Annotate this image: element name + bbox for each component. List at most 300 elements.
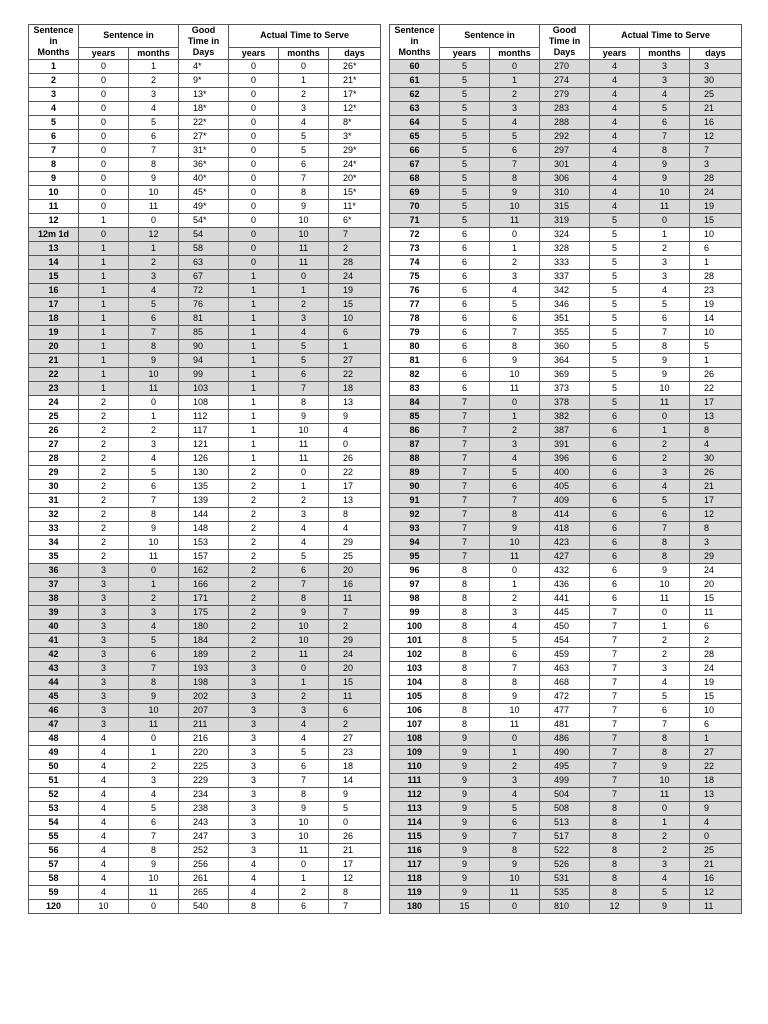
- cell-sentence-months: 89: [390, 465, 440, 479]
- cell-actual-years: 5: [590, 269, 640, 283]
- cell-actual-years: 7: [590, 661, 640, 675]
- cell-sentence-months-part: 0: [490, 899, 540, 913]
- cell-sentence-months: 105: [390, 689, 440, 703]
- cell-actual-days: 14: [690, 311, 742, 325]
- cell-sentence-months-part: 5: [490, 801, 540, 815]
- cell-actual-years: 1: [229, 395, 279, 409]
- cell-actual-months: 4: [640, 87, 690, 101]
- table-row: [390, 689, 742, 703]
- cell-actual-years: 0: [229, 87, 279, 101]
- cell-good-time-days: 283: [540, 101, 590, 115]
- cell-actual-years: 3: [229, 829, 279, 843]
- cell-actual-days: 2: [329, 717, 381, 731]
- table-row: [29, 745, 381, 759]
- cell-sentence-months: 76: [390, 283, 440, 297]
- cell-sentence-months-part: 6: [129, 815, 179, 829]
- table-row: [29, 283, 381, 297]
- header-actual-months: months: [640, 47, 690, 59]
- cell-actual-days: 8: [690, 423, 742, 437]
- table-row: [29, 787, 381, 801]
- cell-actual-days: 2: [329, 619, 381, 633]
- cell-sentence-months: 5: [29, 115, 79, 129]
- cell-actual-days: 24: [690, 563, 742, 577]
- cell-sentence-months: 73: [390, 241, 440, 255]
- cell-actual-days: 29: [329, 633, 381, 647]
- table-row: [390, 185, 742, 199]
- cell-actual-years: 7: [590, 689, 640, 703]
- cell-sentence-years: 5: [440, 185, 490, 199]
- cell-good-time-days: 504: [540, 787, 590, 801]
- cell-actual-days: 4: [329, 521, 381, 535]
- cell-good-time-days: 198: [179, 675, 229, 689]
- cell-actual-years: 8: [590, 885, 640, 899]
- cell-sentence-years: 2: [79, 507, 129, 521]
- cell-sentence-months-part: 7: [490, 829, 540, 843]
- cell-actual-years: 4: [590, 73, 640, 87]
- cell-sentence-months-part: 2: [129, 73, 179, 87]
- cell-good-time-days: 85: [179, 325, 229, 339]
- cell-actual-days: 5: [690, 339, 742, 353]
- cell-good-time-days: 225: [179, 759, 229, 773]
- cell-actual-days: 2: [329, 241, 381, 255]
- cell-actual-days: 2: [690, 633, 742, 647]
- table-row: [29, 339, 381, 353]
- cell-sentence-years: 1: [79, 381, 129, 395]
- cell-good-time-days: 180: [179, 619, 229, 633]
- cell-sentence-months: 111: [390, 773, 440, 787]
- cell-actual-years: 3: [229, 689, 279, 703]
- cell-actual-years: 6: [590, 521, 640, 535]
- header-sentence-in-months-3: Months: [29, 47, 79, 59]
- cell-sentence-months-part: 5: [129, 801, 179, 815]
- table-row: [29, 829, 381, 843]
- cell-actual-days: 11: [329, 689, 381, 703]
- cell-good-time-days: 31*: [179, 143, 229, 157]
- cell-sentence-months: 24: [29, 395, 79, 409]
- table-body-left: [29, 59, 381, 913]
- cell-actual-days: 1: [690, 731, 742, 745]
- header-sentence-in-months-1: Sentence: [390, 25, 440, 37]
- table-row: [390, 59, 742, 73]
- cell-good-time-days: 391: [540, 437, 590, 451]
- cell-sentence-months-part: 9: [129, 521, 179, 535]
- cell-good-time-days: 400: [540, 465, 590, 479]
- cell-actual-months: 2: [640, 437, 690, 451]
- cell-sentence-months-part: 6: [490, 311, 540, 325]
- table-row: [390, 409, 742, 423]
- cell-sentence-months-part: 10: [490, 367, 540, 381]
- header-good-time-3: Days: [179, 47, 229, 59]
- table-row: [390, 115, 742, 129]
- cell-sentence-months: 78: [390, 311, 440, 325]
- cell-actual-years: 7: [590, 731, 640, 745]
- cell-sentence-months-part: 3: [490, 773, 540, 787]
- cell-good-time-days: 54: [179, 227, 229, 241]
- cell-actual-days: 13: [329, 395, 381, 409]
- cell-actual-months: 7: [279, 577, 329, 591]
- cell-sentence-months: 104: [390, 675, 440, 689]
- cell-actual-days: 22: [690, 381, 742, 395]
- cell-sentence-months: 20: [29, 339, 79, 353]
- cell-actual-years: 3: [229, 801, 279, 815]
- cell-actual-years: 0: [229, 73, 279, 87]
- cell-actual-months: 3: [640, 59, 690, 73]
- header-actual-days: days: [329, 47, 381, 59]
- cell-good-time-days: 441: [540, 591, 590, 605]
- cell-actual-months: 10: [279, 815, 329, 829]
- cell-sentence-months-part: 8: [129, 843, 179, 857]
- cell-actual-years: 6: [590, 437, 640, 451]
- cell-actual-months: 6: [279, 759, 329, 773]
- table-row: [390, 297, 742, 311]
- cell-sentence-months: 36: [29, 563, 79, 577]
- cell-sentence-months-part: 4: [490, 115, 540, 129]
- table-row: [390, 871, 742, 885]
- cell-sentence-months: 180: [390, 899, 440, 913]
- table-row: [390, 661, 742, 675]
- table-row: [390, 199, 742, 213]
- cell-good-time-days: 112: [179, 409, 229, 423]
- cell-actual-years: 6: [590, 493, 640, 507]
- table-row: [390, 549, 742, 563]
- table-row: [29, 199, 381, 213]
- cell-actual-years: 7: [590, 647, 640, 661]
- cell-actual-years: 1: [229, 339, 279, 353]
- cell-actual-years: 7: [590, 605, 640, 619]
- header-sentence-in: Sentence in: [79, 25, 179, 48]
- cell-actual-days: 15*: [329, 185, 381, 199]
- table-row: [390, 759, 742, 773]
- cell-actual-days: 6: [329, 325, 381, 339]
- cell-sentence-months-part: 5: [129, 115, 179, 129]
- cell-actual-days: 20: [690, 577, 742, 591]
- cell-sentence-years: 3: [79, 717, 129, 731]
- cell-sentence-years: 4: [79, 773, 129, 787]
- cell-good-time-days: 9*: [179, 73, 229, 87]
- cell-sentence-months: 42: [29, 647, 79, 661]
- cell-sentence-years: 2: [79, 395, 129, 409]
- cell-sentence-months-part: 6: [490, 815, 540, 829]
- header-actual-years: years: [590, 47, 640, 59]
- cell-actual-months: 10: [279, 213, 329, 227]
- cell-sentence-months: 23: [29, 381, 79, 395]
- cell-sentence-years: 7: [440, 437, 490, 451]
- cell-sentence-months-part: 4: [129, 619, 179, 633]
- cell-sentence-months-part: 0: [129, 563, 179, 577]
- cell-good-time-days: 463: [540, 661, 590, 675]
- cell-actual-years: 2: [229, 619, 279, 633]
- cell-actual-months: 2: [640, 647, 690, 661]
- cell-actual-days: 30: [690, 451, 742, 465]
- cell-actual-days: 6: [690, 717, 742, 731]
- cell-sentence-months: 69: [390, 185, 440, 199]
- cell-good-time-days: 315: [540, 199, 590, 213]
- cell-sentence-years: 9: [440, 801, 490, 815]
- cell-sentence-months-part: 8: [490, 339, 540, 353]
- cell-sentence-years: 2: [79, 437, 129, 451]
- cell-actual-days: 19: [329, 283, 381, 297]
- cell-sentence-months-part: 0: [490, 731, 540, 745]
- cell-actual-days: 4: [329, 423, 381, 437]
- cell-sentence-months-part: 7: [129, 325, 179, 339]
- table-row: [390, 843, 742, 857]
- cell-sentence-months-part: 9: [129, 857, 179, 871]
- cell-sentence-months-part: 11: [129, 717, 179, 731]
- cell-sentence-months: 53: [29, 801, 79, 815]
- cell-actual-months: 0: [640, 605, 690, 619]
- cell-actual-years: 4: [229, 885, 279, 899]
- cell-good-time-days: 445: [540, 605, 590, 619]
- table-body-right: [390, 59, 742, 913]
- cell-actual-months: 5: [640, 297, 690, 311]
- cell-good-time-days: 468: [540, 675, 590, 689]
- table-row: [390, 619, 742, 633]
- cell-sentence-years: 7: [440, 507, 490, 521]
- cell-sentence-months: 65: [390, 129, 440, 143]
- cell-sentence-months: 26: [29, 423, 79, 437]
- cell-good-time-days: 229: [179, 773, 229, 787]
- cell-sentence-years: 8: [440, 703, 490, 717]
- cell-sentence-years: 0: [79, 73, 129, 87]
- cell-good-time-days: 103: [179, 381, 229, 395]
- cell-sentence-years: 8: [440, 633, 490, 647]
- cell-actual-years: 7: [590, 633, 640, 647]
- table-row: [390, 731, 742, 745]
- cell-good-time-days: 324: [540, 227, 590, 241]
- cell-sentence-years: 9: [440, 787, 490, 801]
- cell-actual-months: 9: [640, 353, 690, 367]
- cell-actual-months: 6: [279, 899, 329, 913]
- cell-sentence-months: 87: [390, 437, 440, 451]
- cell-good-time-days: 252: [179, 843, 229, 857]
- cell-sentence-months: 46: [29, 703, 79, 717]
- cell-sentence-months-part: 1: [490, 745, 540, 759]
- cell-actual-days: 8: [329, 885, 381, 899]
- cell-actual-months: 7: [640, 717, 690, 731]
- cell-sentence-years: 1: [79, 325, 129, 339]
- table-row: [29, 241, 381, 255]
- cell-actual-days: 28: [329, 255, 381, 269]
- cell-sentence-years: 3: [79, 703, 129, 717]
- cell-sentence-years: 4: [79, 787, 129, 801]
- cell-actual-days: 14: [329, 773, 381, 787]
- table-row: [390, 395, 742, 409]
- cell-actual-years: 2: [229, 465, 279, 479]
- cell-actual-days: 9: [690, 801, 742, 815]
- cell-actual-months: 8: [640, 339, 690, 353]
- cell-sentence-months: 57: [29, 857, 79, 871]
- cell-good-time-days: 418: [540, 521, 590, 535]
- cell-sentence-months: 70: [390, 199, 440, 213]
- cell-sentence-months-part: 9: [490, 353, 540, 367]
- cell-sentence-months-part: 7: [490, 661, 540, 675]
- cell-actual-days: 23: [690, 283, 742, 297]
- table-row: [390, 815, 742, 829]
- cell-actual-days: 17: [329, 479, 381, 493]
- table-row: [390, 423, 742, 437]
- cell-sentence-months: 48: [29, 731, 79, 745]
- cell-actual-months: 5: [640, 885, 690, 899]
- cell-sentence-months-part: 0: [490, 395, 540, 409]
- cell-actual-years: 8: [590, 801, 640, 815]
- cell-sentence-months: 28: [29, 451, 79, 465]
- cell-actual-years: 7: [590, 773, 640, 787]
- table-row: [29, 157, 381, 171]
- cell-sentence-months-part: 11: [129, 199, 179, 213]
- cell-actual-years: 0: [229, 129, 279, 143]
- table-row: [29, 689, 381, 703]
- cell-actual-years: 4: [590, 115, 640, 129]
- cell-good-time-days: 171: [179, 591, 229, 605]
- cell-actual-years: 0: [229, 115, 279, 129]
- cell-sentence-years: 7: [440, 465, 490, 479]
- cell-actual-days: 24: [329, 269, 381, 283]
- cell-sentence-months: 47: [29, 717, 79, 731]
- cell-actual-days: 10: [690, 325, 742, 339]
- cell-actual-years: 5: [590, 227, 640, 241]
- cell-actual-days: 27: [690, 745, 742, 759]
- cell-actual-days: 1: [690, 255, 742, 269]
- cell-sentence-months-part: 7: [129, 829, 179, 843]
- cell-good-time-days: 297: [540, 143, 590, 157]
- cell-sentence-months: 22: [29, 367, 79, 381]
- cell-sentence-months: 54: [29, 815, 79, 829]
- cell-sentence-months-part: 5: [129, 633, 179, 647]
- table-row: [29, 731, 381, 745]
- cell-sentence-months: 38: [29, 591, 79, 605]
- cell-actual-years: 6: [590, 577, 640, 591]
- cell-sentence-months-part: 1: [129, 409, 179, 423]
- header-actual-months: months: [279, 47, 329, 59]
- cell-sentence-months-part: 11: [490, 549, 540, 563]
- cell-good-time-days: 454: [540, 633, 590, 647]
- cell-actual-days: 15: [690, 213, 742, 227]
- cell-sentence-years: 2: [79, 521, 129, 535]
- cell-sentence-years: 1: [79, 367, 129, 381]
- cell-actual-months: 2: [279, 297, 329, 311]
- table-row: [29, 269, 381, 283]
- cell-actual-years: 7: [590, 675, 640, 689]
- cell-sentence-months-part: 6: [129, 129, 179, 143]
- cell-sentence-months: 101: [390, 633, 440, 647]
- cell-actual-years: 1: [229, 325, 279, 339]
- cell-sentence-months: 103: [390, 661, 440, 675]
- cell-sentence-months-part: 7: [129, 143, 179, 157]
- cell-sentence-months-part: 7: [490, 325, 540, 339]
- table-row: [390, 703, 742, 717]
- table-row: [390, 339, 742, 353]
- cell-sentence-years: 4: [79, 871, 129, 885]
- cell-sentence-months: 11: [29, 199, 79, 213]
- table-row: [29, 227, 381, 241]
- cell-sentence-months-part: 7: [490, 157, 540, 171]
- cell-actual-months: 11: [279, 843, 329, 857]
- table-row: [29, 479, 381, 493]
- cell-actual-months: 6: [279, 367, 329, 381]
- cell-actual-days: 0: [690, 829, 742, 843]
- cell-good-time-days: 306: [540, 171, 590, 185]
- cell-good-time-days: 18*: [179, 101, 229, 115]
- header-years: years: [440, 47, 490, 59]
- header-good-time-2: Time in: [540, 36, 590, 47]
- cell-actual-months: 10: [279, 829, 329, 843]
- cell-sentence-months-part: 0: [490, 227, 540, 241]
- cell-sentence-months: 119: [390, 885, 440, 899]
- cell-actual-months: 6: [640, 507, 690, 521]
- cell-actual-months: 9: [279, 605, 329, 619]
- cell-actual-days: 12*: [329, 101, 381, 115]
- cell-actual-years: 6: [590, 465, 640, 479]
- table-row: [29, 717, 381, 731]
- cell-sentence-months-part: 10: [129, 871, 179, 885]
- cell-actual-years: 1: [229, 409, 279, 423]
- cell-actual-days: 26: [329, 829, 381, 843]
- table-row: [29, 423, 381, 437]
- cell-sentence-months-part: 0: [490, 563, 540, 577]
- cell-actual-years: 4: [590, 171, 640, 185]
- cell-actual-years: 4: [229, 857, 279, 871]
- cell-actual-months: 5: [279, 353, 329, 367]
- cell-actual-months: 5: [640, 493, 690, 507]
- cell-sentence-months: 85: [390, 409, 440, 423]
- cell-actual-days: 18: [690, 773, 742, 787]
- cell-actual-years: 7: [590, 703, 640, 717]
- cell-good-time-days: 342: [540, 283, 590, 297]
- cell-good-time-days: 369: [540, 367, 590, 381]
- cell-sentence-months-part: 0: [129, 395, 179, 409]
- cell-sentence-months-part: 6: [129, 311, 179, 325]
- cell-actual-years: 4: [590, 87, 640, 101]
- cell-good-time-days: 67: [179, 269, 229, 283]
- cell-actual-years: 2: [229, 647, 279, 661]
- table-row: [390, 857, 742, 871]
- cell-sentence-years: 2: [79, 535, 129, 549]
- cell-good-time-days: 409: [540, 493, 590, 507]
- cell-good-time-days: 490: [540, 745, 590, 759]
- cell-actual-months: 3: [640, 255, 690, 269]
- table-row: [29, 591, 381, 605]
- header-months: months: [490, 47, 540, 59]
- cell-actual-years: 4: [590, 143, 640, 157]
- table-row: [29, 843, 381, 857]
- cell-good-time-days: 472: [540, 689, 590, 703]
- cell-actual-years: 3: [229, 661, 279, 675]
- cell-good-time-days: 58: [179, 241, 229, 255]
- cell-actual-years: 6: [590, 409, 640, 423]
- cell-actual-months: 8: [279, 591, 329, 605]
- cell-actual-days: 10: [690, 703, 742, 717]
- cell-good-time-days: 202: [179, 689, 229, 703]
- cell-actual-months: 3: [279, 703, 329, 717]
- cell-sentence-months: 71: [390, 213, 440, 227]
- cell-actual-years: 3: [229, 773, 279, 787]
- cell-sentence-months: 32: [29, 507, 79, 521]
- header-months: months: [129, 47, 179, 59]
- table-row: [390, 465, 742, 479]
- cell-actual-months: 6: [279, 157, 329, 171]
- table-row: [390, 353, 742, 367]
- cell-sentence-months: 34: [29, 535, 79, 549]
- cell-sentence-months-part: 1: [129, 745, 179, 759]
- cell-actual-months: 5: [279, 339, 329, 353]
- cell-actual-days: 19: [690, 297, 742, 311]
- cell-sentence-years: 5: [440, 213, 490, 227]
- cell-sentence-months: 33: [29, 521, 79, 535]
- cell-sentence-months: 107: [390, 717, 440, 731]
- cell-good-time-days: 535: [540, 885, 590, 899]
- cell-sentence-months: 79: [390, 325, 440, 339]
- cell-actual-days: 7: [329, 605, 381, 619]
